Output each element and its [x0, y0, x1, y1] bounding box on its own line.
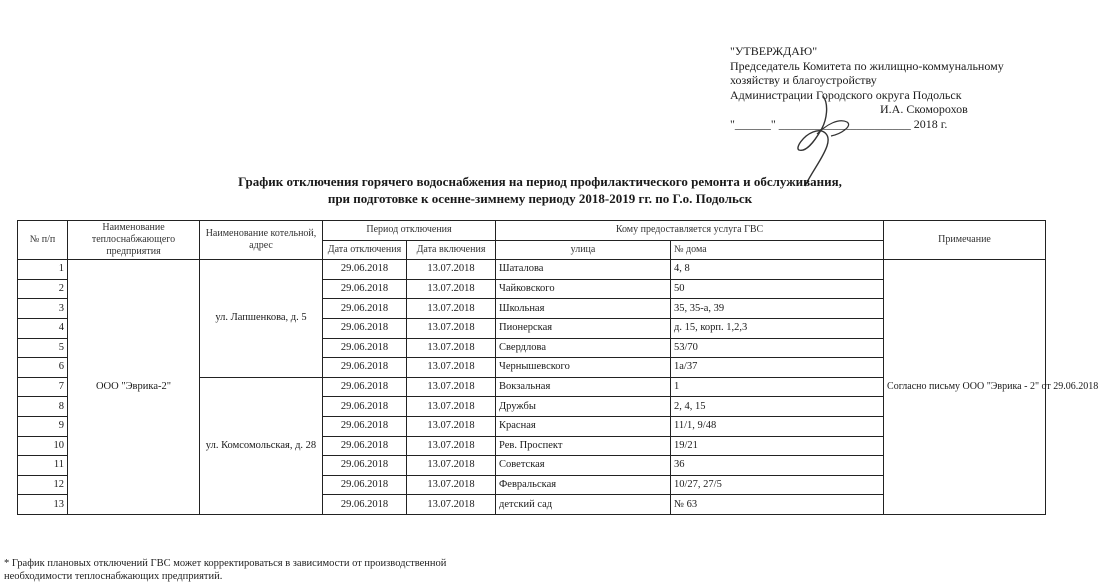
date-on-cell: 13.07.2018: [407, 338, 496, 358]
street-cell: Пионерская: [496, 318, 671, 338]
row-number: 5: [18, 338, 68, 358]
document-title: [180, 173, 900, 207]
row-number: 8: [18, 397, 68, 417]
house-cell: 19/21: [671, 436, 884, 456]
date-off-cell: 29.06.2018: [323, 475, 407, 495]
date-off-cell: 29.06.2018: [323, 299, 407, 319]
house-cell: 53/70: [671, 338, 884, 358]
date-on-cell: 13.07.2018: [407, 397, 496, 417]
date-off-cell: 29.06.2018: [323, 338, 407, 358]
approval-position: Председатель Комитета по жилищно-коммунальному: [730, 58, 1004, 73]
footnote: [4, 557, 446, 583]
house-cell: 11/1, 9/48: [671, 416, 884, 436]
date-on-cell: 13.07.2018: [407, 456, 496, 476]
date-on-cell: 13.07.2018: [407, 260, 496, 280]
header-period: Период отключения: [323, 221, 496, 241]
approval-date-line: "______" ______________________ 2018 г.: [730, 116, 948, 131]
approval-heading: "УТВЕРЖДАЮ": [730, 44, 818, 58]
street-cell: Свердлова: [496, 338, 671, 358]
row-number: 6: [18, 358, 68, 378]
street-cell: Вокзальная: [496, 377, 671, 397]
date-off-cell: 29.06.2018: [323, 456, 407, 476]
header-house: № дома: [671, 240, 884, 260]
row-number: 13: [18, 495, 68, 515]
approval-block: [730, 44, 1048, 131]
approval-administration: Администрации Городского округа Подольск: [730, 87, 962, 102]
date-on-cell: 13.07.2018: [407, 299, 496, 319]
approval-signatory: И.А. Скоморохов: [880, 102, 968, 116]
date-on-cell: 13.07.2018: [407, 495, 496, 515]
boiler-cell: ул. Лапшенкова, д. 5: [200, 260, 323, 378]
row-number: 7: [18, 377, 68, 397]
house-cell: 2, 4, 15: [671, 397, 884, 417]
boiler-cell: ул. Комсомольская, д. 28: [200, 377, 323, 514]
date-off-cell: 29.06.2018: [323, 377, 407, 397]
header-street: улица: [496, 240, 671, 260]
street-cell: Чайковского: [496, 279, 671, 299]
house-cell: 10/27, 27/5: [671, 475, 884, 495]
date-off-cell: 29.06.2018: [323, 495, 407, 515]
header-note: Примечание: [884, 221, 1046, 260]
row-number: 12: [18, 475, 68, 495]
row-number: 1: [18, 260, 68, 280]
house-cell: 1: [671, 377, 884, 397]
house-cell: д. 15, корп. 1,2,3: [671, 318, 884, 338]
table-row: [18, 260, 1046, 280]
street-cell: Советская: [496, 456, 671, 476]
house-cell: 4, 8: [671, 260, 884, 280]
date-on-cell: 13.07.2018: [407, 475, 496, 495]
date-on-cell: 13.07.2018: [407, 318, 496, 338]
row-number: 9: [18, 416, 68, 436]
schedule-table: [17, 220, 1098, 515]
street-cell: Школьная: [496, 299, 671, 319]
house-cell: 36: [671, 456, 884, 476]
date-off-cell: 29.06.2018: [323, 358, 407, 378]
title-line-1: График отключения горячего водоснабжения на период профилактического ремонта и обслуживания,: [238, 174, 842, 189]
date-off-cell: 29.06.2018: [323, 260, 407, 280]
approval-position-cont: хозяйству и благоустройству: [730, 73, 877, 87]
header-num: № п/п: [18, 221, 68, 260]
row-number: 11: [18, 456, 68, 476]
street-cell: Рев. Проспект: [496, 436, 671, 456]
date-on-cell: 13.07.2018: [407, 416, 496, 436]
row-number: 2: [18, 279, 68, 299]
date-on-cell: 13.07.2018: [407, 377, 496, 397]
header-date-off: Дата отключения: [323, 240, 407, 260]
row-number: 3: [18, 299, 68, 319]
street-cell: Дружбы: [496, 397, 671, 417]
row-number: 10: [18, 436, 68, 456]
row-number: 4: [18, 318, 68, 338]
header-service: Кому предоставляется услуга ГВС: [496, 221, 884, 241]
header-supplier: Наименование теплоснабжающего предприятия: [68, 221, 200, 260]
header-boiler: Наименование котельной, адрес: [200, 221, 323, 260]
date-off-cell: 29.06.2018: [323, 318, 407, 338]
street-cell: Шаталова: [496, 260, 671, 280]
footnote-line-1: * График плановых отключений ГВС может корректироваться в зависимости от производственной: [4, 558, 447, 569]
header-date-on: Дата включения: [407, 240, 496, 260]
street-cell: Красная: [496, 416, 671, 436]
date-off-cell: 29.06.2018: [323, 416, 407, 436]
date-off-cell: 29.06.2018: [323, 436, 407, 456]
street-cell: детский сад: [496, 495, 671, 515]
house-cell: 1а/37: [671, 358, 884, 378]
note-cell: Согласно письму ООО "Эврика - 2" от 29.06.2018: [884, 260, 1046, 515]
house-cell: 35, 35-а, 39: [671, 299, 884, 319]
footnote-line-2: необходимости теплоснабжающих предприятий.: [4, 571, 223, 582]
house-cell: 50: [671, 279, 884, 299]
date-on-cell: 13.07.2018: [407, 436, 496, 456]
street-cell: Чернышевского: [496, 358, 671, 378]
date-on-cell: 13.07.2018: [407, 358, 496, 378]
title-line-2: при подготовке к осенне-зимнему периоду 2018-2019 гг. по Г.о. Подольск: [327, 191, 753, 206]
date-off-cell: 29.06.2018: [323, 397, 407, 417]
date-on-cell: 13.07.2018: [407, 279, 496, 299]
date-off-cell: 29.06.2018: [323, 279, 407, 299]
supplier-cell: ООО "Эврика-2": [68, 260, 200, 515]
house-cell: № 63: [671, 495, 884, 515]
street-cell: Февральская: [496, 475, 671, 495]
